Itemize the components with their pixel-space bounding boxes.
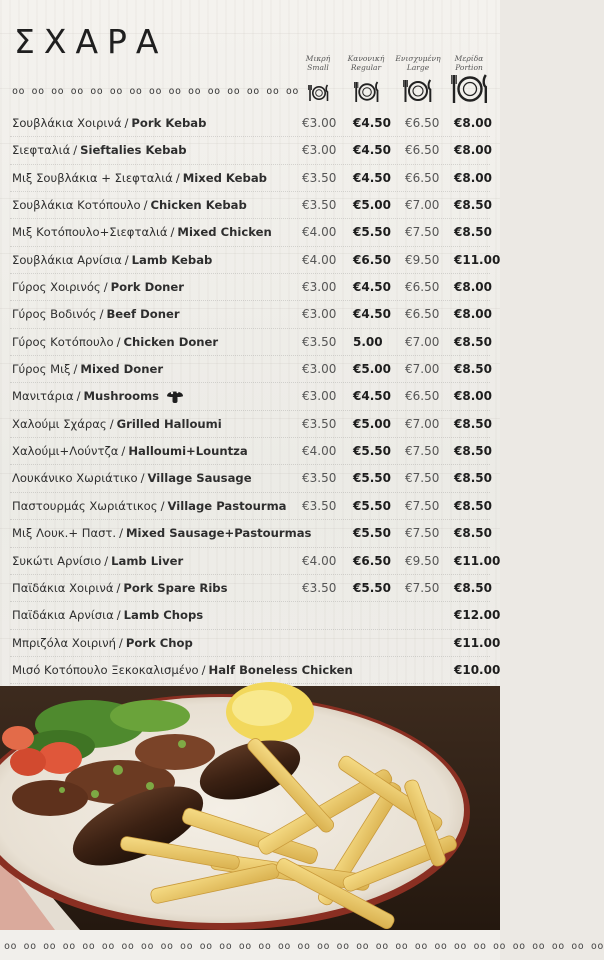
menu-item-name [12,362,163,376]
price-large: €9.50 [405,553,440,568]
menu-item-name [12,253,212,267]
menu-item-row [0,192,500,219]
menu-item-name [12,608,203,622]
menu-item-name [12,116,206,130]
size-label-gr: Μικρή [305,54,331,63]
menu-item-row [0,438,500,465]
price-small: €3.50 [302,198,337,213]
name-separator: / [124,116,129,130]
price-regular: €4.50 [353,389,391,404]
menu-item-name-greek: Σουβλάκια Χοιρινά [12,116,122,130]
menu-item-name-english: Pork Chop [125,635,193,650]
price-small: €4.00 [302,553,337,568]
name-separator: / [140,471,145,486]
menu-item-name-greek: Μανιτάρια [12,389,74,404]
menu-item-row [0,301,500,328]
price-regular: €6.50 [353,252,391,267]
menu-item-row [0,274,500,301]
price-large: €6.50 [405,170,440,185]
name-separator: / [124,252,129,267]
menu-item-name [12,554,183,568]
price-portion: €8.00 [454,307,492,322]
menu-item-name-english: Lamb Chops [123,608,204,623]
name-separator: / [119,526,124,541]
menu-item-name [12,663,353,677]
name-separator: / [109,416,114,431]
price-large: €7.50 [405,225,440,240]
price-portion: €8.00 [454,170,492,185]
menu-item-name-greek: Γύρος Μιξ [12,362,71,377]
menu-item-name-english: Pork Kebab [131,116,207,130]
menu-item-row [0,383,500,410]
name-separator: / [99,307,104,322]
price-large: €7.00 [405,198,440,213]
menu-item-name-greek: Παϊδάκια Αρνίσια [12,608,114,623]
menu-item-row [0,548,500,575]
menu-item-name-english: Grilled Halloumi [116,416,222,431]
size-label-gr: Ενισχυμένη [395,54,441,63]
menu-item-name-greek: Χαλούμι+Λούντζα [12,444,119,459]
menu-item-row [0,165,500,192]
price-regular: €5.50 [353,471,391,486]
menu-item-row [0,247,500,274]
name-separator: / [160,498,165,513]
price-portion: €8.50 [454,498,492,513]
price-regular: €4.50 [353,143,391,158]
price-regular: €4.50 [353,280,391,295]
menu-item-name-greek: Σουβλάκια Αρνίσια [12,252,122,267]
menu-item-row [0,110,500,137]
menu-item-row [0,411,500,438]
menu-item-name [12,444,248,458]
price-large: €7.50 [405,444,440,459]
price-small: €3.00 [302,280,337,295]
menu-item-name [12,335,218,349]
price-portion: €11.00 [454,252,501,267]
menu-item-name-english: Mixed Sausage+Pastourmas [126,526,312,541]
price-regular: €5.50 [353,444,391,459]
food-photo [0,686,500,930]
menu-item-name-greek: Μιξ Σουβλάκια + Σιεφταλιά [12,170,173,185]
price-portion: €8.50 [454,416,492,431]
name-separator: / [73,362,78,377]
menu-item-name-greek: Συκώτι Αρνίσιο [12,553,102,568]
size-label-en: Portion [455,63,483,72]
menu-list [0,110,500,684]
price-large: €6.50 [405,307,440,322]
menu-item-name-greek: Μισό Κοτόπουλο Ξεκοκαλισμένο [12,662,199,677]
menu-item-name-english: Mixed Chicken [177,225,272,240]
size-label-gr: Κανονική [347,54,385,63]
price-portion: €8.00 [454,116,492,130]
size-label-en: Regular [350,63,382,72]
name-separator: / [103,280,108,295]
menu-item-name-english: Beef Doner [106,307,180,322]
menu-item-row [0,602,500,629]
name-separator: / [73,143,78,158]
price-portion: €8.50 [454,444,492,459]
name-separator: / [118,635,123,650]
menu-item-name-greek: Μπριζόλα Χοιρινή [12,635,116,650]
large-plate-icon [403,79,433,103]
price-portion: €8.50 [454,580,492,595]
price-large: €6.50 [405,280,440,295]
price-portion: €8.50 [454,198,492,213]
menu-item-name [12,307,180,321]
menu-item-name-english: Pork Doner [110,280,184,295]
menu-item-name-english: Village Sausage [147,471,252,486]
price-small: €3.50 [302,416,337,431]
menu-item-name-english: Chicken Kebab [150,198,247,213]
price-small: €3.50 [302,498,337,513]
menu-item-name [12,636,193,650]
menu-item-name [12,499,287,513]
price-portion: €8.50 [454,362,492,377]
name-separator: / [170,225,175,240]
name-separator: / [116,608,121,623]
menu-item-name-english: Mushrooms [83,389,160,404]
menu-item-name [12,143,187,157]
price-small: €3.00 [302,143,337,158]
price-small: €3.00 [302,389,337,404]
menu-item-row [0,520,500,547]
menu-item-name-english: Sieftalies Kebab [80,143,187,158]
menu-item-name [12,225,272,239]
price-regular: €5.50 [353,225,391,240]
menu-item-row [0,329,500,356]
price-portion: €11.00 [454,553,501,568]
price-small: €3.00 [302,362,337,377]
price-regular: €4.50 [353,116,391,130]
price-regular: €4.50 [353,170,391,185]
name-separator: / [201,662,206,677]
price-large: €7.00 [405,416,440,431]
menu-item-name [12,389,159,403]
size-header-regular [337,54,395,72]
size-header-portion [440,54,498,72]
name-separator: / [116,334,121,349]
menu-item-row [0,575,500,602]
name-separator: / [116,580,121,595]
portion-plate-icon [451,74,489,104]
price-portion: €8.00 [454,143,492,158]
menu-item-name-greek: Γύρος Χοιρινός [12,280,101,295]
menu-item-name-greek: Χαλούμι Σχάρας [12,416,107,431]
price-regular: €5.00 [353,362,391,377]
menu-item-name-english: Lamb Liver [111,553,184,568]
mushroom-icon [166,387,184,405]
price-portion: €8.50 [454,526,492,541]
name-separator: / [104,553,109,568]
menu-item-name-greek: Σουβλάκια Κοτόπουλο [12,198,141,213]
price-small: €3.50 [302,580,337,595]
price-small: €4.00 [302,225,337,240]
price-portion: €12.00 [454,608,501,623]
price-large: €6.50 [405,389,440,404]
menu-item-name-english: Mixed Kebab [182,170,267,185]
price-large: €7.50 [405,526,440,541]
price-portion: €8.00 [454,280,492,295]
menu-item-name-greek: Λουκάνικο Χωριάτικο [12,471,138,486]
price-regular: €6.50 [353,553,391,568]
price-large: €6.50 [405,143,440,158]
price-regular: €4.50 [353,307,391,322]
menu-item-name-greek: Μιξ Λουκ.+ Παστ. [12,526,117,541]
price-large: €7.50 [405,580,440,595]
menu-item-name [12,471,252,485]
menu-item-name [12,171,267,185]
price-portion: €8.50 [454,471,492,486]
price-small: €3.00 [302,116,337,130]
bottom-dotted-divider: oo oo oo oo oo oo oo oo oo oo oo oo oo oo oo oo oo oo oo oo oo oo oo oo oo oo oo oo oo oo oo [4,941,604,952]
name-separator: / [121,444,126,459]
menu-item-name [12,417,222,431]
name-separator: / [76,389,81,404]
price-regular: €5.50 [353,580,391,595]
menu-item-name-english: Chicken Doner [123,334,219,349]
size-label-gr: Μερίδα [454,54,484,63]
menu-item-row [0,657,500,684]
menu-item-row [0,137,500,164]
menu-item-row [0,465,500,492]
size-label-en: Small [307,63,329,72]
regular-plate-icon [354,81,380,103]
menu-item-name [12,581,228,595]
dotted-divider: oo oo oo oo oo oo oo oo oo oo oo oo oo oo oo [12,86,299,97]
menu-item-name-greek: Μιξ Κοτόπουλο+Σιεφταλιά [12,225,168,240]
menu-item-row [0,219,500,246]
price-portion: €10.00 [454,662,501,677]
price-large: €7.00 [405,334,440,349]
menu-item-name-greek: Γύρος Κοτόπουλο [12,334,114,349]
price-large: €6.50 [405,116,440,130]
menu-item-name-greek: Παστουρμάς Χωριάτικος [12,498,158,513]
price-regular: €5.50 [353,498,391,513]
menu-item-name-english: Pork Spare Ribs [123,580,228,595]
size-header-large [389,54,447,72]
menu-item-row [0,493,500,520]
price-large: €9.50 [405,252,440,267]
price-small: €3.50 [302,471,337,486]
price-regular: €5.00 [353,198,391,213]
price-small: €3.50 [302,334,337,349]
name-separator: / [175,170,180,185]
menu-item-name-greek: Γύρος Βοδινός [12,307,97,322]
menu-item-name-english: Mixed Doner [80,362,164,377]
menu-title: ΣΧΑΡΑ [14,22,168,61]
price-portion: €8.00 [454,389,492,404]
menu-item-name-english: Halloumi+Lountza [128,444,248,459]
menu-item-row [0,630,500,657]
menu-item-name [12,526,311,540]
price-small: €4.00 [302,252,337,267]
price-regular: 5.00 [353,334,383,349]
price-small: €3.00 [302,307,337,322]
price-portion: €11.00 [454,635,501,650]
price-small: €4.00 [302,444,337,459]
size-label-en: Large [406,63,430,72]
price-large: €7.50 [405,471,440,486]
price-large: €7.00 [405,362,440,377]
menu-item-name-english: Village Pastourma [167,498,287,513]
name-separator: / [143,198,148,213]
menu-item-name-greek: Σιεφταλιά [12,143,71,158]
price-large: €7.50 [405,498,440,513]
menu-item-name-english: Half Boneless Chicken [208,662,353,677]
price-portion: €8.50 [454,225,492,240]
price-small: €3.50 [302,170,337,185]
menu-item-name [12,198,247,212]
menu-item-name-english: Lamb Kebab [131,252,213,267]
price-portion: €8.50 [454,334,492,349]
menu-item-name [12,280,184,294]
menu-item-row [0,356,500,383]
price-regular: €5.00 [353,416,391,431]
price-regular: €5.50 [353,526,391,541]
menu-item-name-greek: Παϊδάκια Χοιρινά [12,580,114,595]
small-plate-icon [308,84,330,102]
